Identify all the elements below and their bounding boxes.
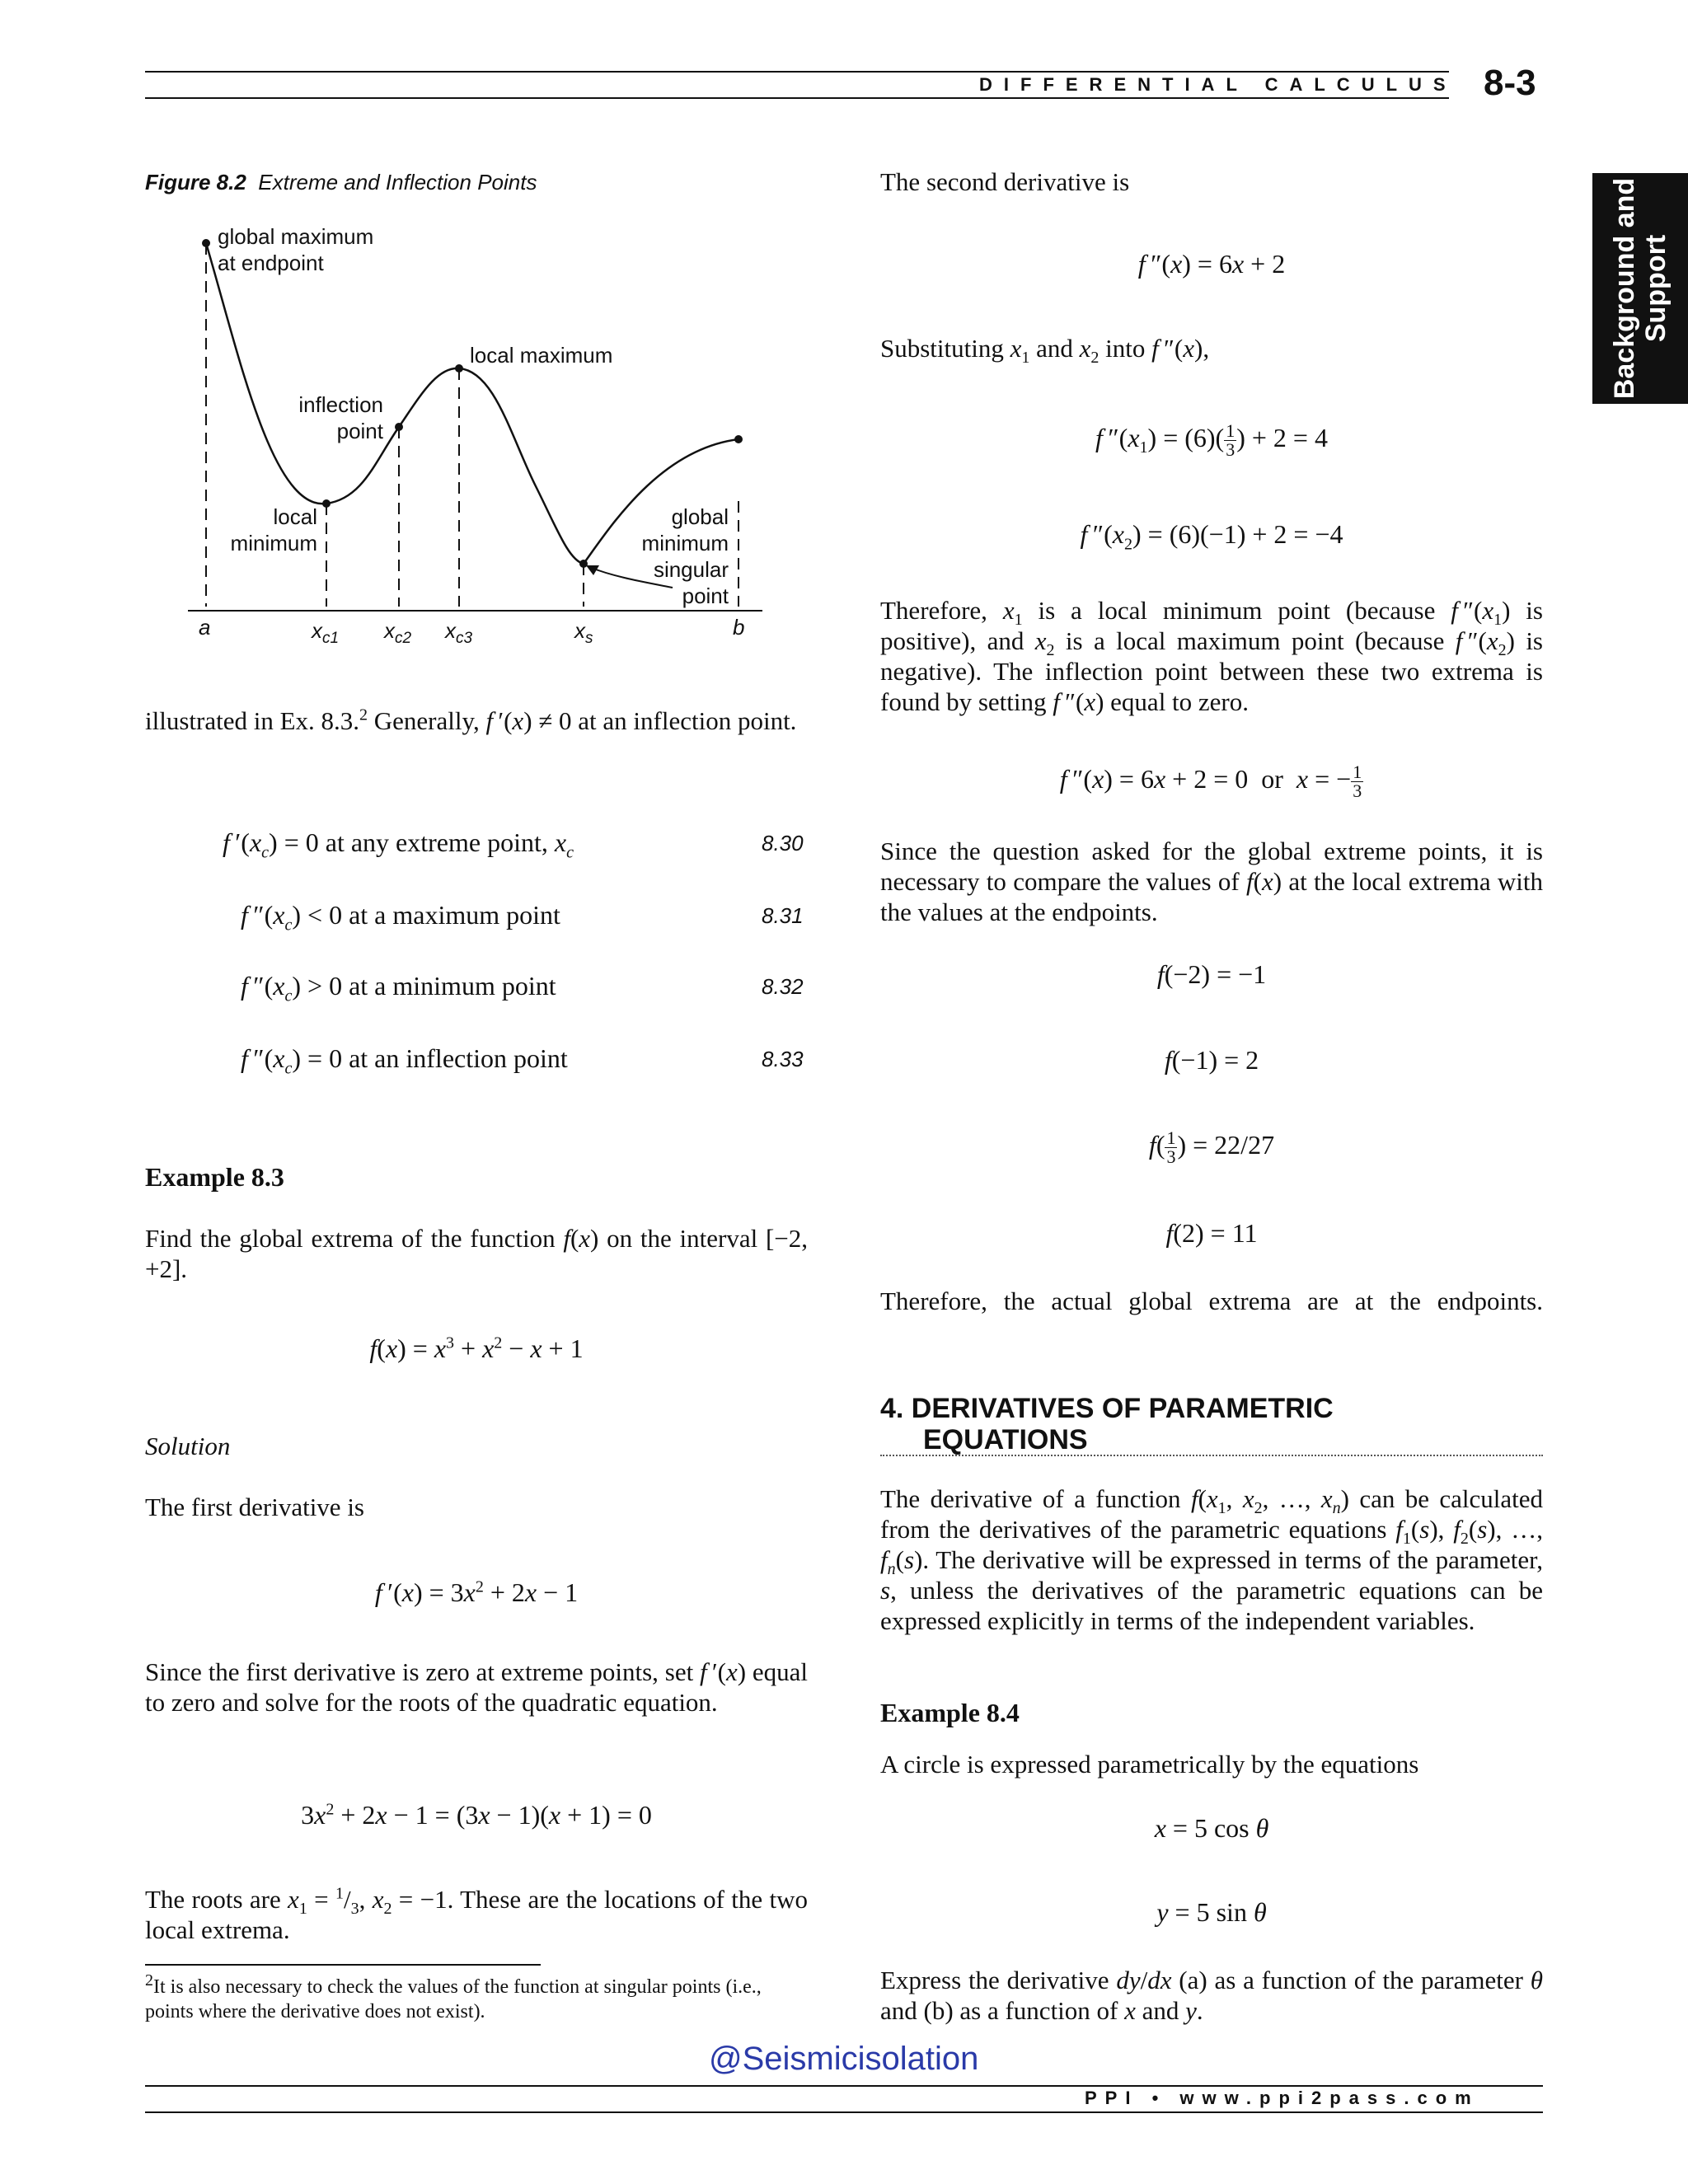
label-local-min-1: local — [273, 504, 317, 529]
example-8-3-prompt: Find the global extrema of the function f(x) on the interval [−2, +2]. — [145, 1224, 809, 1283]
equation-factor: $3x^2 + 2x - 1 = (3x - 1)(x + 1) = 0$ — [301, 1800, 652, 1830]
axis-label-xs: $x_s$ — [574, 618, 593, 647]
equation-number-8-33: 8.33 — [762, 1047, 804, 1071]
label-local-max: local maximum — [470, 343, 613, 368]
equation-fx: $f(x) = x^3 + x^2 - x + 1$ — [369, 1333, 584, 1363]
equation-f2-x2: f $''(x_2) = (6)(-1) + 2 = -4$ — [1080, 519, 1343, 554]
watermark: @Seismicisolation — [709, 2041, 979, 2077]
example-8-4-title: Example 8.4 — [880, 1698, 1020, 1727]
page-number: 8-3 — [1484, 63, 1536, 103]
publisher-url: PPI • www.ppi2pass.com — [1085, 2088, 1479, 2108]
equation-f-third: f( $\frac{1}{3}$ ) = 22/27 — [1148, 1127, 1275, 1167]
intro-paragraph: illustrated in Ex. 8.3.$^2$ Generally, f ′(x) ≠ 0 at an inflection point. — [145, 705, 797, 735]
equation-f-neg1: f(−1) = 2 — [1164, 1045, 1259, 1075]
equation-f2-x1: f $''(x_1) = (6)$( $\frac{1}{3}$ ) + 2 = 4 — [1095, 420, 1328, 460]
figure-caption: Figure 8.2 Extreme and Inflection Points — [145, 170, 537, 194]
equation-second-derivative: f ″(x) = 6x + 2 — [1137, 249, 1286, 279]
footer-rule-top — [145, 2085, 1543, 2087]
second-derivative-intro: The second derivative is — [880, 167, 1130, 196]
label-local-min-2: minimum — [230, 531, 317, 555]
set-zero-paragraph: Since the first derivative is zero at extreme points, set f ′(x) equal to zero and solve for the roots of the quadratic equation. — [145, 1657, 808, 1717]
label-global-max-2: at endpoint — [218, 251, 324, 275]
label-singular-2: point — [682, 583, 729, 608]
figure-8-2 — [0, 0, 824, 709]
label-global-max-1: global maximum — [218, 224, 374, 249]
equation-first-derivative: f $'(x) = 3x^2 + 2x - 1$ — [374, 1577, 579, 1607]
footnote: $^2$It is also necessary to check the values of the function at singular points (i.e., points where the derivative does not exist). — [145, 1971, 762, 2022]
label-singular-1: singular — [653, 557, 729, 582]
circle-intro: A circle is expressed parametrically by the equations — [880, 1750, 1419, 1779]
roots-paragraph: The roots are $x_1 = ^1/_3$, $x_2 = -1$. These are the locations of the two local extrema. — [145, 1884, 808, 1944]
express-paragraph: Express the derivative dy/dx (a) as a function of the parameter θ and (b) as a function of x and y. — [880, 1966, 1543, 2025]
equation-y-sin: y = 5 sin θ — [1156, 1897, 1267, 1927]
first-derivative-intro: The first derivative is — [145, 1493, 364, 1521]
axis-label-xc3: $x_{c3}$ — [445, 618, 473, 647]
axis-label-xc1: $x_{c1}$ — [312, 618, 340, 647]
footer-rule-bottom — [145, 2111, 1543, 2113]
equation-f-2: f(2) = 11 — [1165, 1218, 1258, 1248]
equation-inflection: f ″(x) = 6x + 2 = 0 or x = − $\frac{1}{3}$ — [1059, 762, 1362, 801]
section-divider — [880, 1455, 1543, 1456]
equation-8-32: f $''(x_c) > 0$ at a minimum point — [241, 971, 556, 1005]
label-global-min-2: minimum — [641, 531, 729, 555]
label-inflection-2: point — [336, 419, 383, 443]
equation-f-neg2: f(−2) = −1 — [1156, 959, 1267, 989]
equation-8-30: f $'(x_c) = 0$ at any extreme point, $x_c$ — [223, 827, 574, 862]
equation-x-cos: x = 5 cos θ — [1154, 1813, 1269, 1843]
side-tab-label: Background and Support — [1609, 177, 1672, 400]
axis-label-xc2: $x_{c2}$ — [384, 618, 412, 647]
example-8-3-title: Example 8.3 — [145, 1162, 284, 1192]
equation-number-8-30: 8.30 — [762, 831, 804, 855]
equation-8-31: f $''(x_c) < 0$ at a maximum point — [241, 900, 560, 935]
global-paragraph: Since the question asked for the global extreme points, it is necessary to compare the values of f(x) at the local extrema with the values at the endpoints. — [880, 837, 1543, 926]
equation-8-33: f $''(x_c) = 0$ at an inflection point — [241, 1043, 568, 1078]
footnote-rule — [145, 1964, 541, 1966]
therefore-paragraph: Therefore, $x_1$ is a local minimum point (because f $''(x_1)$ is positive), and $x_2$ is a local maximum point (because f $''(x_2)$ is negative). The inflection point between these two extrema is found by setting f ″(x) equal to zero. — [880, 596, 1543, 716]
substituting-paragraph: Substituting $x_1$ and $x_2$ into f ″(x), — [880, 334, 1210, 368]
conclusion-paragraph: Therefore, the actual global extrema are at the endpoints. — [880, 1286, 1543, 1315]
label-global-min-1: global — [671, 504, 729, 529]
label-inflection-1: inflection — [298, 392, 383, 417]
parametric-paragraph: The derivative of a function $f(x_1$, $x_2$, …, $x_n$) can be calculated from the derivatives of the parametric equations $f_1(s)$, $f_2(s)$, …, $f_n(s)$. The derivative will be expressed in terms of the parameter, s, unless the derivatives of the parametric equations can be expressed explicitly in terms of the independent variables. — [880, 1484, 1544, 1635]
equation-number-8-31: 8.31 — [762, 903, 804, 928]
section-4-title: 4. DERIVATIVES OF PARAMETRIC EQUATIONS — [880, 1393, 1334, 1455]
side-tab — [1592, 173, 1688, 404]
axis-label-a: a — [199, 615, 211, 640]
running-title: DIFFERENTIAL CALCULUS — [979, 74, 1457, 95]
equation-number-8-32: 8.32 — [762, 974, 804, 999]
solution-label: Solution — [145, 1432, 231, 1460]
axis-label-b: b — [733, 615, 745, 640]
